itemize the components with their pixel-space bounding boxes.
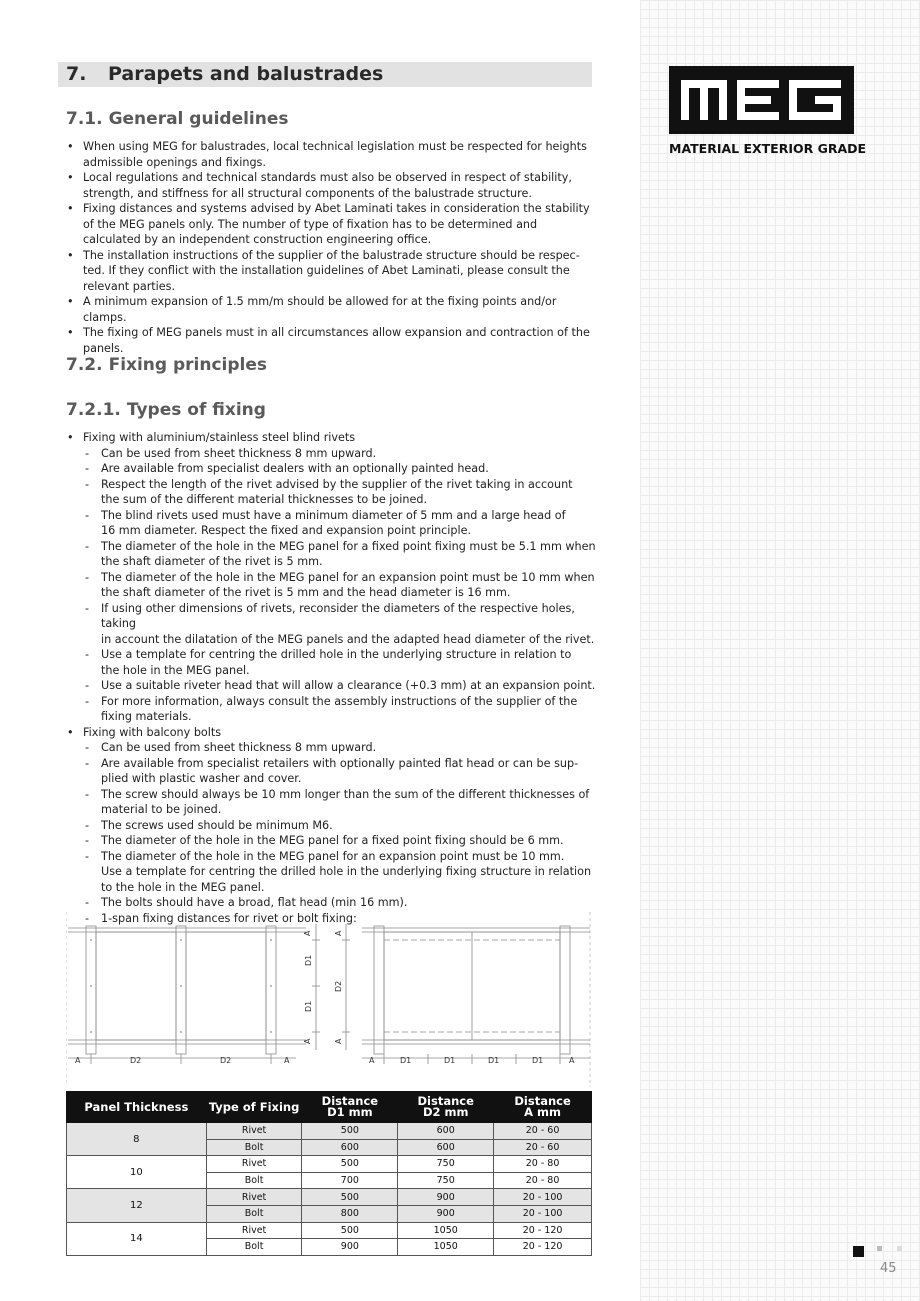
table-cell: Rivet — [206, 1156, 302, 1173]
dim-left-d2-1: D2 — [130, 1056, 142, 1065]
table-cell: 900 — [398, 1205, 494, 1222]
meg-logo — [669, 66, 854, 134]
rivet-detail-item: - Respect the length of the rivet advised by the supplier of the rivet taking in account the sum of the different material thicknesses to be joined. — [66, 477, 598, 508]
fixing-type-bolts: • Fixing with balcony bolts — [66, 725, 598, 741]
table-row — [67, 1123, 592, 1140]
dim-left-a: A — [75, 1056, 81, 1065]
bolt-detail-item: - The screws used should be minimum M6. — [66, 818, 598, 834]
table-cell: 20 - 100 — [494, 1205, 592, 1222]
table-cell: 500 — [302, 1222, 398, 1239]
table-row — [67, 1189, 592, 1206]
table-row — [67, 1222, 592, 1239]
table-cell: 20 - 120 — [494, 1222, 592, 1239]
rivet-detail-item: - The diameter of the hole in the MEG panel for a fixed point fixing must be 5.1 mm when the shaft diameter of the rivet is 5 mm. — [66, 539, 598, 570]
rivet-detail-item: - For more information, always consult the assembly instructions of the supplier of the fixing materials. — [66, 694, 598, 725]
table-cell: Rivet — [206, 1222, 302, 1239]
bolt-detail-item: - The diameter of the hole in the MEG panel for an expansion point must be 10 mm. — [66, 849, 598, 865]
dim-side-d1-2: D1 — [304, 1000, 313, 1012]
rivet-detail-item: - Can be used from sheet thickness 8 mm upward. — [66, 446, 598, 462]
rivet-detail-item: - The blind rivets used must have a minimum diameter of 5 mm and a large head of 16 mm diameter. Respect the fixed and expansion point principle. — [66, 508, 598, 539]
dim-mid-a-end: A — [334, 1038, 343, 1044]
table-cell: 20 - 80 — [494, 1156, 592, 1173]
panel-thickness-cell: 12 — [67, 1189, 207, 1222]
dim-mid-a: A — [334, 930, 343, 936]
table-cell: 600 — [398, 1123, 494, 1140]
table-header: Type of Fixing — [206, 1092, 302, 1123]
panel-thickness-cell: 8 — [67, 1123, 207, 1156]
table-cell: Bolt — [206, 1205, 302, 1222]
chapter-title: Parapets and balustrades — [108, 63, 384, 85]
table-cell: 1050 — [398, 1239, 494, 1256]
rivet-detail-item: - Use a suitable riveter head that will allow a clearance (+0.3 mm) at an expansion point. — [66, 678, 598, 694]
table-cell: 750 — [398, 1172, 494, 1189]
dim-mid-d2: D2 — [334, 980, 343, 992]
table-cell: 800 — [302, 1205, 398, 1222]
dim-right-a: A — [369, 1056, 375, 1065]
bolt-detail-item: - 1-span fixing distances for rivet or bolt fixing: — [66, 911, 598, 927]
logo-subtitle: MATERIAL EXTERIOR GRADE — [669, 141, 867, 156]
dim-side-a: A — [303, 930, 312, 936]
section-heading-types-of-fixing: 7.2.1. Types of fixing — [66, 400, 266, 420]
dim-right-d1-4: D1 — [532, 1056, 544, 1065]
dim-right-d1-3: D1 — [488, 1056, 500, 1065]
dim-right-a-end: A — [569, 1056, 575, 1065]
bolt-detail-continuation: Use a template for centring the drilled hole in the underlying fixing structure in relation to the hole in the MEG panel. — [101, 865, 592, 894]
bolt-detail-item: - The screw should always be 10 mm longer than the sum of the different thicknesses of material to be joined. — [66, 787, 598, 818]
table-cell: 1050 — [398, 1222, 494, 1239]
table-cell: 20 - 60 — [494, 1139, 592, 1156]
bolt-detail-item: - The diameter of the hole in the MEG panel for a fixed point fixing should be 6 mm. — [66, 833, 598, 849]
section-heading-fixing-principles: 7.2. Fixing principles — [66, 355, 268, 375]
guideline-item: • Fixing distances and systems advised by Abet Laminati takes in consideration the stability of the MEG panels only. The number of type of fixation has to be determined and calculated by an independent construction engineering office. — [66, 201, 598, 248]
page-number: 45 — [880, 1261, 897, 1276]
table-cell: 20 - 120 — [494, 1239, 592, 1256]
rivet-detail-item: - Are available from specialist dealers with an optionally painted head. — [66, 461, 598, 477]
table-header: Distance A mm — [494, 1092, 592, 1123]
table-cell: Bolt — [206, 1172, 302, 1189]
table-cell: 700 — [302, 1172, 398, 1189]
table-cell: 500 — [302, 1123, 398, 1140]
dim-side-d1-1: D1 — [304, 954, 313, 966]
guideline-item: • The fixing of MEG panels must in all circumstances allow expansion and contraction of the panels. — [66, 325, 598, 356]
panel-thickness-cell: 14 — [67, 1222, 207, 1255]
section-heading-general-guidelines: 7.1. General guidelines — [66, 109, 289, 129]
dim-left-d2-2: D2 — [220, 1056, 232, 1065]
dim-side-a-end: A — [303, 1038, 312, 1044]
table-cell: 600 — [398, 1139, 494, 1156]
table-header: Distance D1 mm — [302, 1092, 398, 1123]
rivet-detail-item: - The diameter of the hole in the MEG panel for an expansion point must be 10 mm when the shaft diameter of the rivet is 5 mm and the head diameter is 16 mm. — [66, 570, 598, 601]
table-cell: 900 — [398, 1189, 494, 1206]
guideline-item: • The installation instructions of the supplier of the balustrade structure should be respec- ted. If they conflict with the installation guidelines of Abet Laminati, please consult the relevant parties. — [66, 248, 598, 295]
table-row — [67, 1156, 592, 1173]
table-cell: 20 - 100 — [494, 1189, 592, 1206]
table-cell: Bolt — [206, 1139, 302, 1156]
table-cell: 20 - 60 — [494, 1123, 592, 1140]
table-cell: 20 - 80 — [494, 1172, 592, 1189]
table-cell: Rivet — [206, 1123, 302, 1140]
table-cell: Bolt — [206, 1239, 302, 1256]
rivet-detail-item: - If using other dimensions of rivets, reconsider the diameters of the respective holes, taking in account the dilatation of the MEG panels and the adapted head diameter of the rivet. — [66, 601, 598, 648]
panel-thickness-cell: 10 — [67, 1156, 207, 1189]
dim-right-d1-1: D1 — [400, 1056, 412, 1065]
fixing-distances-table — [66, 1091, 592, 1256]
dim-right-d1-2: D1 — [444, 1056, 456, 1065]
fixing-type-rivets: • Fixing with aluminium/stainless steel blind rivets — [66, 430, 598, 446]
table-header: Distance D2 mm — [398, 1092, 494, 1123]
bolt-detail-item: - The bolts should have a broad, flat head (min 16 mm). — [66, 895, 598, 911]
guideline-item: • Local regulations and technical standards must also be observed in respect of stability, strength, and stiffness for all structural components of the balustrade structure. — [66, 170, 598, 201]
fixing-distance-drawing — [66, 912, 592, 1087]
table-cell: 900 — [302, 1239, 398, 1256]
general-guidelines-list — [66, 139, 598, 356]
rivet-detail-item: - Use a template for centring the drilled hole in the underlying structure in relation to the hole in the MEG panel. — [66, 647, 598, 678]
chapter-heading — [58, 62, 592, 87]
guideline-item: • When using MEG for balustrades, local technical legislation must be respected for heights admissible openings and fixings. — [66, 139, 598, 170]
table-cell: 500 — [302, 1189, 398, 1206]
grid-background — [640, 0, 920, 1301]
bolt-detail-item: - Can be used from sheet thickness 8 mm upward. — [66, 740, 598, 756]
table-cell: 500 — [302, 1156, 398, 1173]
guideline-item: • A minimum expansion of 1.5 mm/m should be allowed for at the fixing points and/or clamps. — [66, 294, 598, 325]
bolt-detail-item: - Are available from specialist retailers with optionally painted flat head or can be sup- plied with plastic washer and cover. — [66, 756, 598, 787]
table-cell: 600 — [302, 1139, 398, 1156]
table-cell: 750 — [398, 1156, 494, 1173]
table-header: Panel Thickness — [67, 1092, 207, 1123]
table-cell: Rivet — [206, 1189, 302, 1206]
types-of-fixing-list — [66, 430, 598, 926]
chapter-number: 7. — [66, 63, 87, 85]
dim-left-a-end: A — [284, 1056, 290, 1065]
